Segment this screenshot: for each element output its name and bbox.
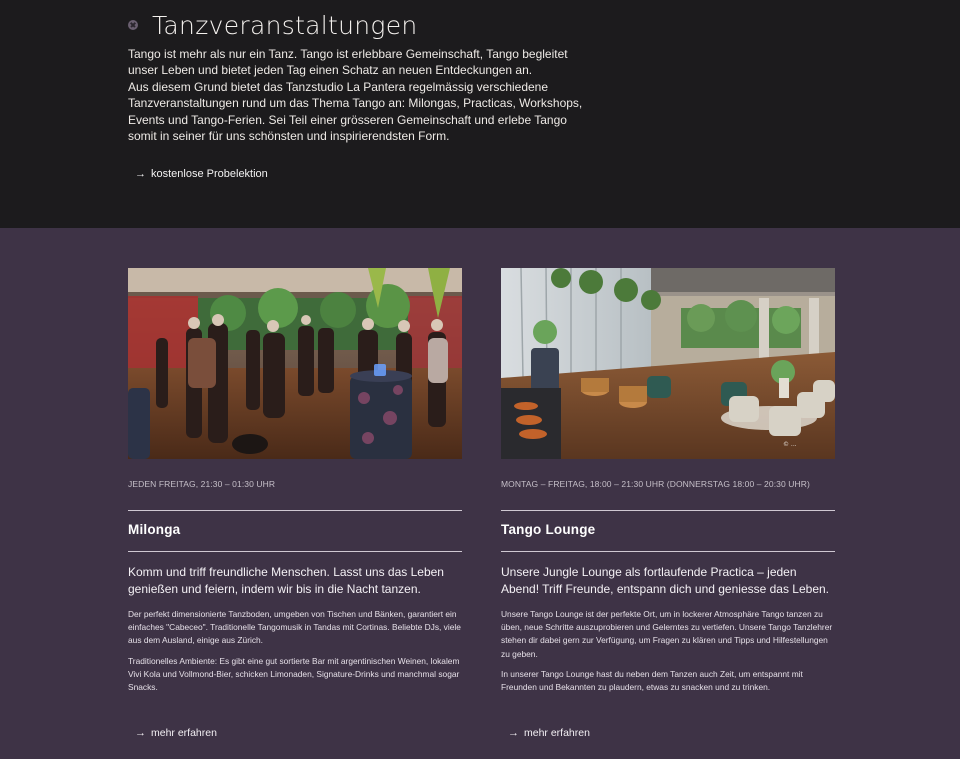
event-time: JEDEN FREITAG, 21:30 – 01:30 UHR [128,479,276,489]
intro-section [0,0,960,228]
event-card-tango-lounge [501,268,835,739]
event-description [128,608,462,694]
event-time: MONTAG – FREITAG, 18:00 – 21:30 UHR (DONNERSTAG 18:00 – 20:30 UHR) [501,479,810,489]
event-paragraph: In unserer Tango Lounge hast du neben dem Tanzen auch Zeit, um entspannt mit Freunden und Bekannten zu plaudern, etwas zu snacken und zu trinken. [501,668,803,693]
event-card-milonga [128,268,462,739]
intro-paragraph: Tango ist mehr als nur ein Tanz. Tango ist erlebbare Gemeinschaft, Tango begleitet unser Leben und bietet jeden Tag einen Schatz an neuen Entdeckungen an. [128,47,568,78]
tango-lounge-photo [501,268,835,459]
intro-text [128,46,598,144]
event-paragraph: Traditionelles Ambiente: Es gibt eine gut sortierte Bar mit argentinischen Weinen, lokalem Vivi Kola und Vollmond-Bier, schicken Limonaden, Signature-Drinks und manchmal sogar Snacks. [128,655,460,693]
events-section [0,228,960,759]
arrow-right-icon: → [135,727,146,739]
page-title: Tanzveranstaltungen [152,10,418,40]
trial-lesson-label: kostenlose Probelektion [151,168,268,180]
event-paragraph: Unsere Tango Lounge ist der perfekte Ort, um in lockerer Atmosphäre Tango tanzen zu üben, neue Schritte auszuprobieren und Gelerntes zu vertiefen. Unsere Tango Tanzlehrer stehen dir dabei gern zur Verfügung, um Fragen zu klären und Tipps und Hilfestellungen zu geben. [501,609,833,659]
event-lead: Komm und triff freundliche Menschen. Lasst uns das Leben genießen und feiern, indem wir bis in die Nacht tanzen. [128,565,444,596]
arrow-right-icon: → [508,727,519,739]
divider [128,551,462,552]
close-circle-icon [128,20,138,30]
more-label: mehr erfahren [524,727,590,739]
event-lead: Unsere Jungle Lounge als fortlaufende Practica – jeden Abend! Triff Freunde, entspann dich und geniesse das Leben. [501,565,830,596]
milonga-photo [128,268,462,459]
event-title: Tango Lounge [501,522,596,537]
event-description [501,608,835,694]
arrow-right-icon: → [135,168,146,180]
event-paragraph: Der perfekt dimensionierte Tanzboden, umgeben von Tischen und Bänken, garantiert ein einfaches "Cabeceo". Traditionelle Tangomusik in Tandas mit Cortinas. Beliebte DJs, viele aus dem Ausland, einige aus Zürich. [128,609,461,646]
more-label: mehr erfahren [151,727,217,739]
divider [501,510,835,511]
milonga-more-link[interactable] [135,727,217,739]
event-title: Milonga [128,522,181,537]
intro-paragraph: Aus diesem Grund bietet das Tanzstudio La Pantera regelmässig verschiedene Tanzveranstaltungen rund um das Thema Tango an: Milongas, Practicas, Workshops, Events und Tango-Ferien. Sei Teil einer grösseren Gemeinschaft und erlebe Tango somit in seiner für uns schönsten und inspirierendsten Form. [128,79,583,144]
svg-text:© ...: © ... [783,441,797,448]
section-heading [128,10,418,40]
tango-lounge-more-link[interactable] [508,727,590,739]
divider [501,551,835,552]
trial-lesson-link[interactable] [135,168,268,180]
divider [128,510,462,511]
